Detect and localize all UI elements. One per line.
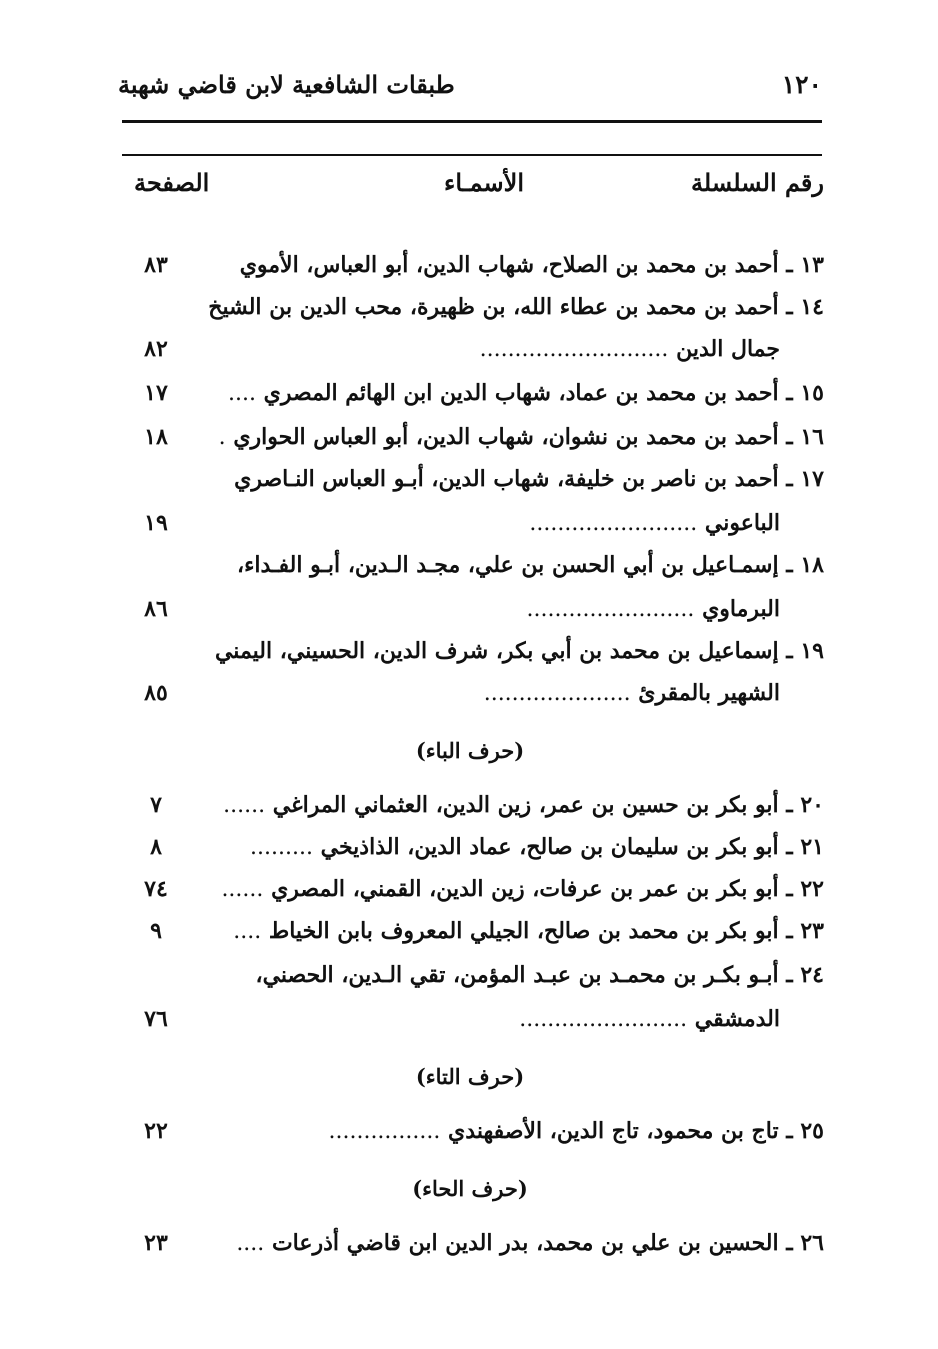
- entry-line: ١٧ ـ أحمد بن ناصر بن خليفة، شهاب الدين، أبـو العباس النـاصري: [234, 466, 824, 492]
- leader-dots: .........: [250, 835, 313, 860]
- entry-text: ٢٦ ـ الحسين بن علي بن محمد، بدر الدين ابن قاضي أذرعات: [271, 1230, 824, 1256]
- entry-line-continuation: [224, 332, 780, 366]
- entry-line: ١٨ ـ إسمـاعيل بن أبي الحسن بن علي، مجـد الـدين، أبـو الفـداء،: [236, 552, 824, 578]
- entry-page: ٨٦: [144, 596, 168, 622]
- entry-text: ٢٥ ـ تاج بن محمود، تاج الدين، الأصفهندي: [448, 1118, 824, 1144]
- entry-page: ١٨: [144, 424, 168, 450]
- section-heading-ha: (حرف الحاء): [412, 1176, 528, 1201]
- entry-text: ١٥ ـ أحمد بن محمد بن عماد، شهاب الدين ابن الهائم المصري: [263, 380, 824, 406]
- entry-line: [224, 830, 824, 864]
- entry-line: [224, 914, 824, 948]
- section-heading-ba: (حرف الباء): [415, 738, 525, 763]
- entry-text: ٢٣ ـ أبو بكر بن محمد بن صالح، الجيلي المعروف بابن الخياط: [268, 918, 824, 944]
- section-heading-ta: (حرف التاء): [415, 1064, 525, 1089]
- entry-line-continuation: [224, 676, 780, 710]
- entry-line-continuation: [224, 592, 780, 626]
- leader-dots: ...........................: [479, 337, 669, 362]
- entry-line-continuation: [224, 1002, 780, 1036]
- entry-text: ٢٢ ـ أبو بكر بن عمر بن عرفات، زين الدين، القمني، المصري: [271, 876, 824, 902]
- entry-text: ١٦ ـ أحمد بن محمد بن نشوان، شهاب الدين، أبو العباس الحواري: [233, 424, 824, 450]
- entry-continuation-text: البرماوي: [702, 596, 780, 622]
- leader-dots: ................: [328, 1119, 441, 1144]
- entry-page: ٨٢: [144, 336, 168, 362]
- book-title: طبقات الشافعية لابن قاضي شهبة: [118, 70, 455, 99]
- entry-page: ١٧: [144, 380, 168, 406]
- entry-page: ١٩: [144, 510, 168, 536]
- entry-page: ٨: [150, 834, 162, 860]
- entry-line: [224, 1114, 824, 1148]
- entry-line: [224, 788, 824, 822]
- entry-text: ٢٠ ـ أبو بكر بن حسين بن عمر، زين الدين، العثماني المراغي: [272, 792, 824, 818]
- entry-line: ١٩ ـ إسماعيل بن محمد بن أبي بكر، شرف الدين، الحسيني، اليمني: [214, 638, 824, 664]
- entry-line: ١٣ ـ أحمد بن محمد بن الصلاح، شهاب الدين، أبو العباس، الأموي: [239, 252, 824, 278]
- entry-continuation-text: الباعوني: [704, 510, 780, 536]
- entry-page: ٢٢: [144, 1118, 168, 1144]
- leader-dots: ........................: [526, 597, 695, 622]
- entry-page: ٩: [150, 918, 162, 944]
- leader-dots: ....: [233, 919, 262, 944]
- entry-line: [218, 420, 824, 454]
- leader-dots: ........................: [519, 1007, 688, 1032]
- leader-dots: ......: [221, 877, 264, 902]
- leader-dots: ....: [236, 1231, 265, 1256]
- column-header-names: الأسمـاء: [444, 168, 524, 197]
- entry-page: ٨٥: [144, 680, 168, 706]
- entry-text: ٢١ ـ أبو بكر بن سليمان بن صالح، عماد الدين، الذاذيخي: [320, 834, 824, 860]
- entry-continuation-text: جمال الدين: [676, 336, 780, 362]
- column-header-sequence: رقم السلسلة: [691, 168, 824, 197]
- entry-line: [224, 1226, 824, 1260]
- leader-dots: ......: [223, 793, 266, 818]
- page-number: ١٢٠: [781, 70, 822, 99]
- entry-line: ٢٤ ـ أبـو بكـر بن محمـد بن عبـد المؤمن، تقي الـدين، الحصني،: [255, 962, 824, 988]
- leader-dots: .: [218, 425, 226, 450]
- entry-page: ٨٣: [144, 252, 168, 278]
- entry-continuation-text: الشهير بالمقرئ: [638, 680, 780, 706]
- leader-dots: .....................: [483, 681, 631, 706]
- column-header-page: الصفحة: [134, 168, 210, 197]
- entry-line: ١٤ ـ أحمد بن محمد بن عطاء الله، بن ظهيرة، محب الدين بن الشيخ: [208, 294, 824, 320]
- entry-line: [224, 376, 824, 410]
- entry-line: [221, 872, 824, 906]
- leader-dots: ....: [227, 381, 256, 406]
- entry-page: ٢٣: [144, 1230, 168, 1256]
- entry-continuation-text: الدمشقي: [694, 1006, 780, 1032]
- entry-line-continuation: [224, 506, 780, 540]
- entry-page: ٧٦: [144, 1006, 168, 1032]
- entry-page: ٧: [150, 792, 162, 818]
- leader-dots: ........................: [529, 511, 698, 536]
- entry-page: ٧٤: [144, 876, 168, 902]
